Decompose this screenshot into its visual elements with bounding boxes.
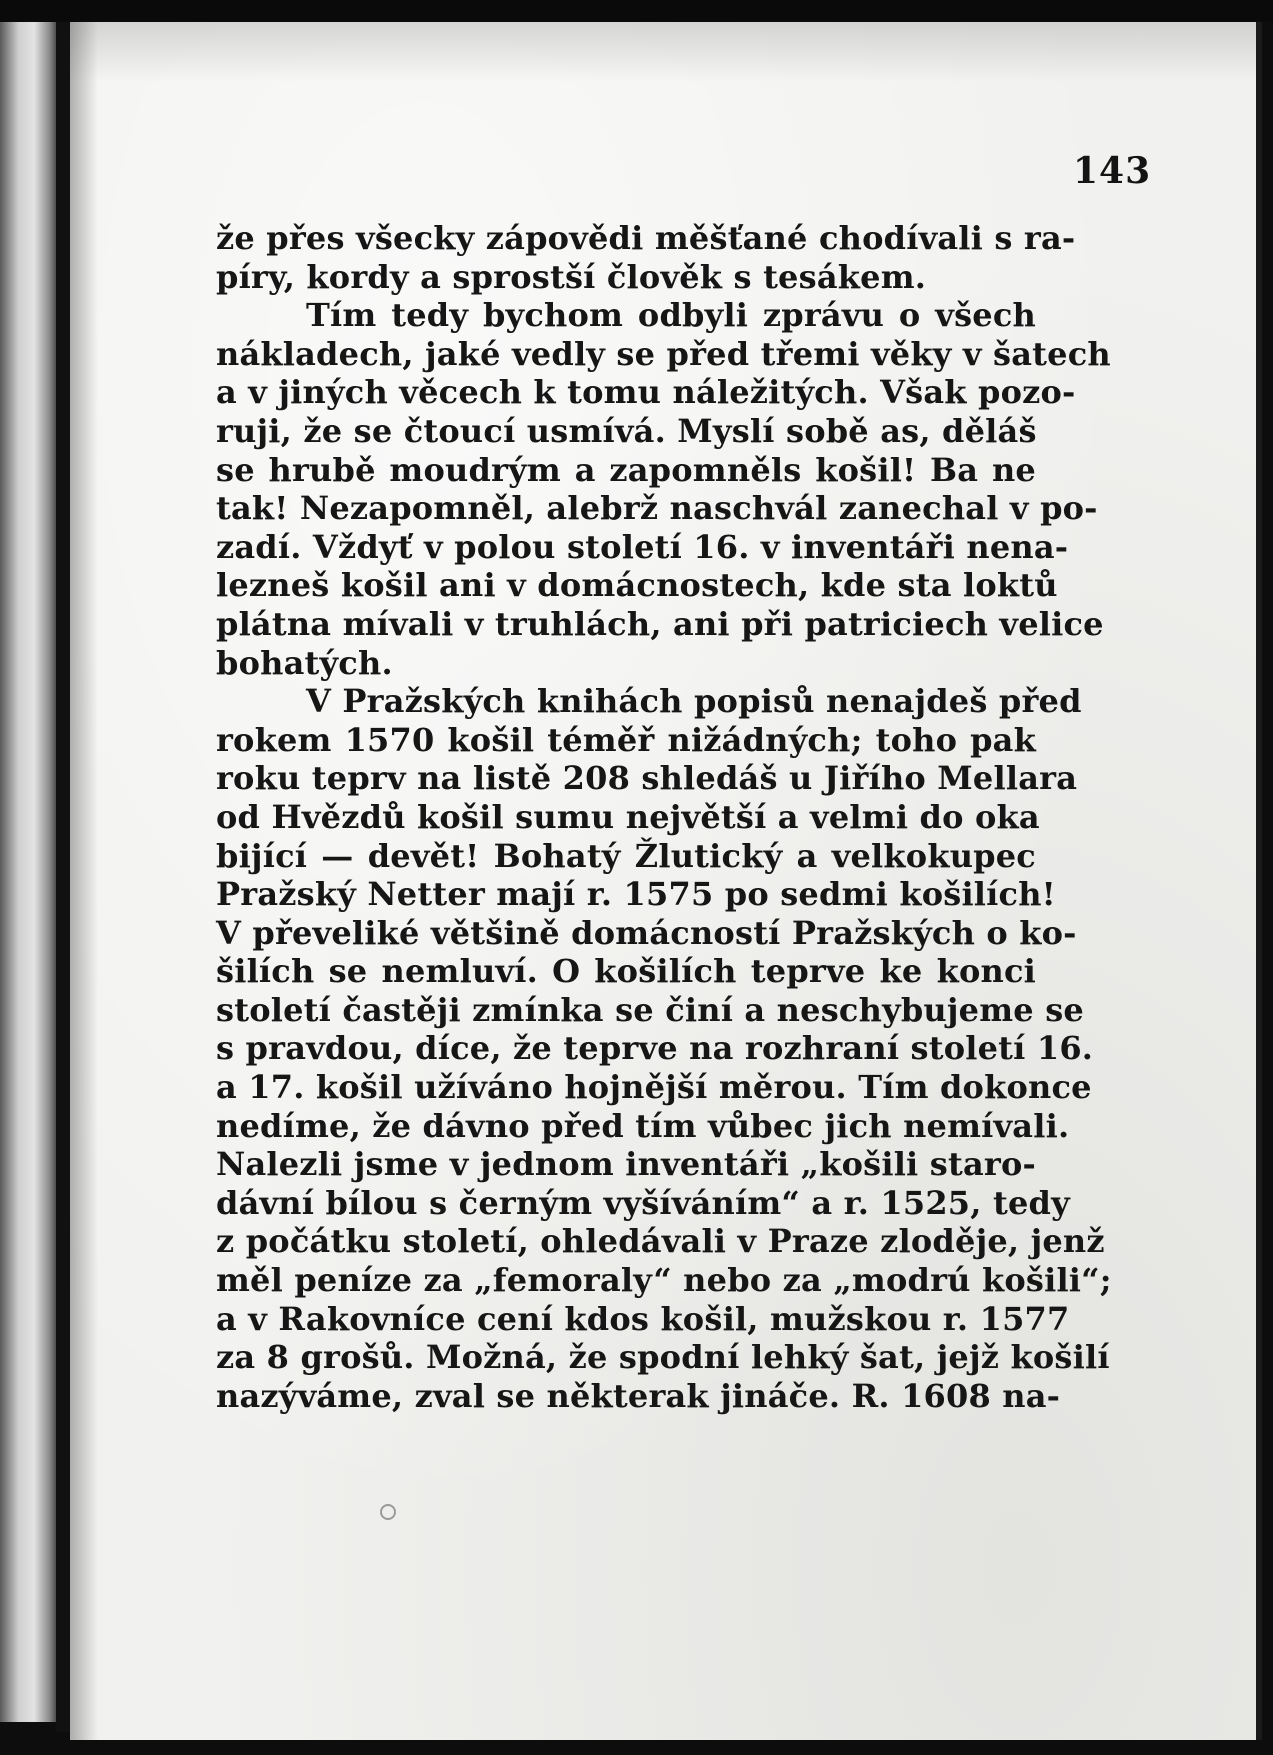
text-line: Pražský Netter mají r. 1575 po sedmi košilích!	[216, 875, 1056, 914]
text-line: Nalezli jsme v jednom inventáři „košili staro-	[216, 1145, 1036, 1184]
text-line: a 17. košil užíváno hojnější měrou. Tím dokonce	[216, 1068, 1092, 1107]
text-line: a v Rakovníce cení kdos košil, mužskou r. 1577	[216, 1299, 1070, 1338]
text-line: za 8 grošů. Možná, že spodní lehký šat, jejž košilí	[216, 1338, 1110, 1377]
paper-speck	[380, 1504, 396, 1520]
text-line: že přes všecky zápovědi měšťané chodívali s ra-	[216, 219, 1076, 257]
text-line: od Hvězdů košil sumu největší a velmi do oka	[216, 797, 1040, 836]
text-line: nákladech, jaké vedly se před třemi věky v šatech	[216, 334, 1111, 373]
text-line: se hrubě moudrým a zapomněls košil! Ba ne	[216, 450, 1036, 489]
text-line: s pravdou, díce, že teprve na rozhraní století 16.	[216, 1029, 1094, 1068]
page-number: 143	[1073, 150, 1152, 192]
text-line: nazýváme, zval se některak jináče. R. 1608 na-	[216, 1376, 1061, 1415]
text-line: dávní bílou s černým vyšíváním“ a r. 1525, tedy	[216, 1183, 1070, 1222]
book-gutter	[56, 22, 70, 1732]
page-shading-left	[70, 22, 98, 1740]
text-line: lezneš košil ani v domácnostech, kde sta loktů	[216, 566, 1058, 605]
text-line: století častěji zmínka se činí a neschybujeme se	[216, 990, 1084, 1029]
text-line: šilích se nemluví. O košilích teprve ke konci	[216, 952, 1036, 991]
body-text	[216, 219, 1112, 1415]
text-line: a v jiných věcech k tomu náležitých. Však pozo-	[216, 373, 1076, 412]
scan-border-top	[0, 0, 1273, 22]
text-line: ruji, že se čtoucí usmívá. Myslí sobě as, děláš	[216, 411, 1037, 450]
text-line: roku teprv na listě 208 shledáš u Jiřího Mellara	[216, 759, 1078, 798]
page-shading-top	[70, 22, 1256, 82]
text-line: bijící — devět! Bohatý Žlutický a velkokupec	[216, 836, 1036, 875]
text-line: rokem 1570 košil téměř nižádných; toho pak	[216, 720, 1036, 759]
text-line: tak! Nezapomněl, alebrž naschvál zanechal v po-	[216, 489, 1098, 528]
text-line: Tím tedy bychom odbyli zprávu o všech	[306, 296, 1036, 335]
text-line: nedíme, že dávno před tím vůbec jich nemívali.	[216, 1106, 1070, 1145]
text-line: měl peníze za „femoraly“ nebo za „modrú košili“;	[216, 1261, 1112, 1300]
text-line: V Pražských knihách popisů nenajdeš před	[306, 682, 1082, 721]
text-line: bohatých.	[216, 643, 393, 682]
text-line: V převeliké většině domácností Pražských o ko-	[216, 913, 1077, 952]
text-line: zadí. Vždyť v polou století 16. v inventáři nena-	[216, 527, 1069, 566]
book-page	[70, 22, 1262, 1740]
text-line: píry, kordy a sprostší člověk s tesákem.	[216, 257, 927, 296]
text-line: z počátku století, ohledávali v Praze zloděje, jenž	[216, 1222, 1105, 1261]
previous-page-edge	[0, 22, 62, 1722]
text-line: plátna mívali v truhlách, ani při patriciech velice	[216, 604, 1104, 643]
